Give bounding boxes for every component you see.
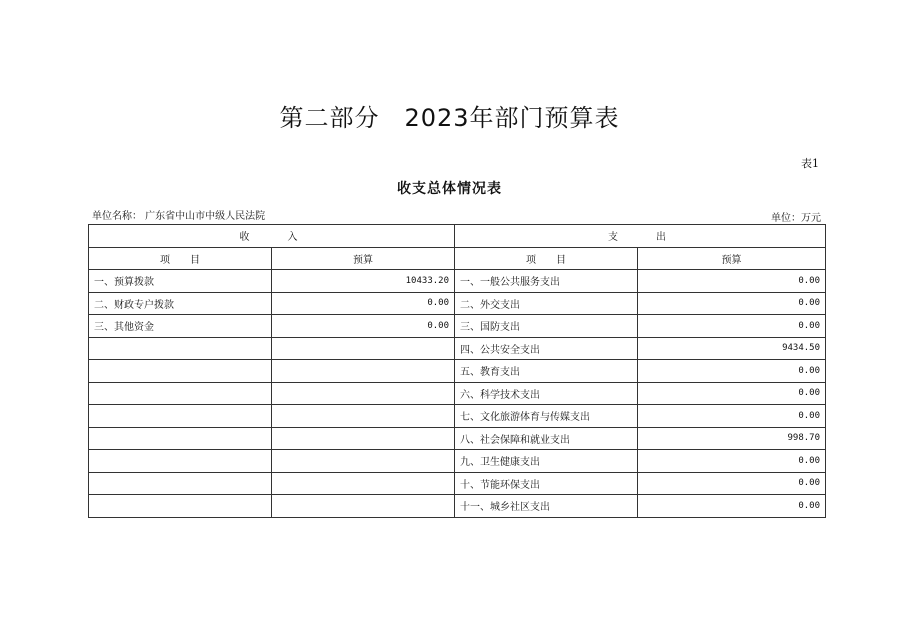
expense-item-cell: 十一、城乡社区支出 [455, 495, 638, 518]
expense-item-cell: 六、科学技术支出 [455, 382, 638, 405]
income-value-cell [272, 382, 455, 405]
table-row [89, 292, 826, 315]
income-item-cell: 二、财政专户拨款 [89, 292, 272, 315]
income-item-header: 项 目 [89, 247, 272, 270]
expense-value-cell: 0.00 [638, 270, 826, 293]
expense-item-cell: 七、文化旅游体育与传媒支出 [455, 405, 638, 428]
page-title: 第二部分 2023年部门预算表 [279, 104, 620, 132]
expense-value-cell: 9434.50 [638, 337, 826, 360]
income-value-cell [272, 450, 455, 473]
table-row [89, 472, 826, 495]
income-item-cell [89, 382, 272, 405]
expense-value-cell: 0.00 [638, 315, 826, 338]
income-item-cell [89, 337, 272, 360]
expense-item-cell: 八、社会保障和就业支出 [455, 427, 638, 450]
income-value-cell [272, 337, 455, 360]
income-item-cell [89, 495, 272, 518]
table-row [89, 315, 826, 338]
table-row [89, 270, 826, 293]
income-header: 收 入 [89, 225, 455, 248]
income-item-cell: 一、预算拨款 [89, 270, 272, 293]
expense-header: 支 出 [455, 225, 826, 248]
expense-item-cell: 一、一般公共服务支出 [455, 270, 638, 293]
budget-table [88, 224, 826, 518]
expense-item-cell: 五、教育支出 [455, 360, 638, 383]
income-item-cell [89, 405, 272, 428]
table-row [89, 337, 826, 360]
unit-measure: 单位：万元 [771, 213, 821, 224]
income-budget-header: 预算 [272, 247, 455, 270]
income-item-cell [89, 360, 272, 383]
unit-name: 单位名称： 广东省中山市中级人民法院 [92, 211, 266, 222]
income-item-cell [89, 450, 272, 473]
income-value-cell: 0.00 [272, 315, 455, 338]
table-row [89, 495, 826, 518]
column-header-row [89, 247, 826, 270]
expense-item-cell: 四、公共安全支出 [455, 337, 638, 360]
expense-value-cell: 0.00 [638, 292, 826, 315]
expense-item-cell: 十、节能环保支出 [455, 472, 638, 495]
table-row [89, 405, 826, 428]
income-value-cell [272, 427, 455, 450]
income-item-cell [89, 427, 272, 450]
income-item-cell: 三、其他资金 [89, 315, 272, 338]
expense-item-cell: 三、国防支出 [455, 315, 638, 338]
expense-value-cell: 0.00 [638, 360, 826, 383]
income-item-cell [89, 472, 272, 495]
table-title: 收支总体情况表 [397, 181, 502, 197]
income-value-cell [272, 360, 455, 383]
expense-item-header: 项 目 [455, 247, 638, 270]
expense-value-cell: 998.70 [638, 427, 826, 450]
table-number: 表1 [801, 157, 819, 170]
expense-value-cell: 0.00 [638, 472, 826, 495]
table-row [89, 382, 826, 405]
table-row [89, 427, 826, 450]
income-value-cell [272, 472, 455, 495]
section-header-row [89, 225, 826, 248]
expense-value-cell: 0.00 [638, 405, 826, 428]
table-row [89, 360, 826, 383]
income-value-cell [272, 405, 455, 428]
expense-value-cell: 0.00 [638, 450, 826, 473]
expense-budget-header: 预算 [638, 247, 826, 270]
income-value-cell [272, 495, 455, 518]
income-value-cell: 10433.20 [272, 270, 455, 293]
income-value-cell: 0.00 [272, 292, 455, 315]
expense-value-cell: 0.00 [638, 382, 826, 405]
expense-value-cell: 0.00 [638, 495, 826, 518]
budget-table-body [89, 225, 826, 518]
expense-item-cell: 九、卫生健康支出 [455, 450, 638, 473]
expense-item-cell: 二、外交支出 [455, 292, 638, 315]
table-row [89, 450, 826, 473]
